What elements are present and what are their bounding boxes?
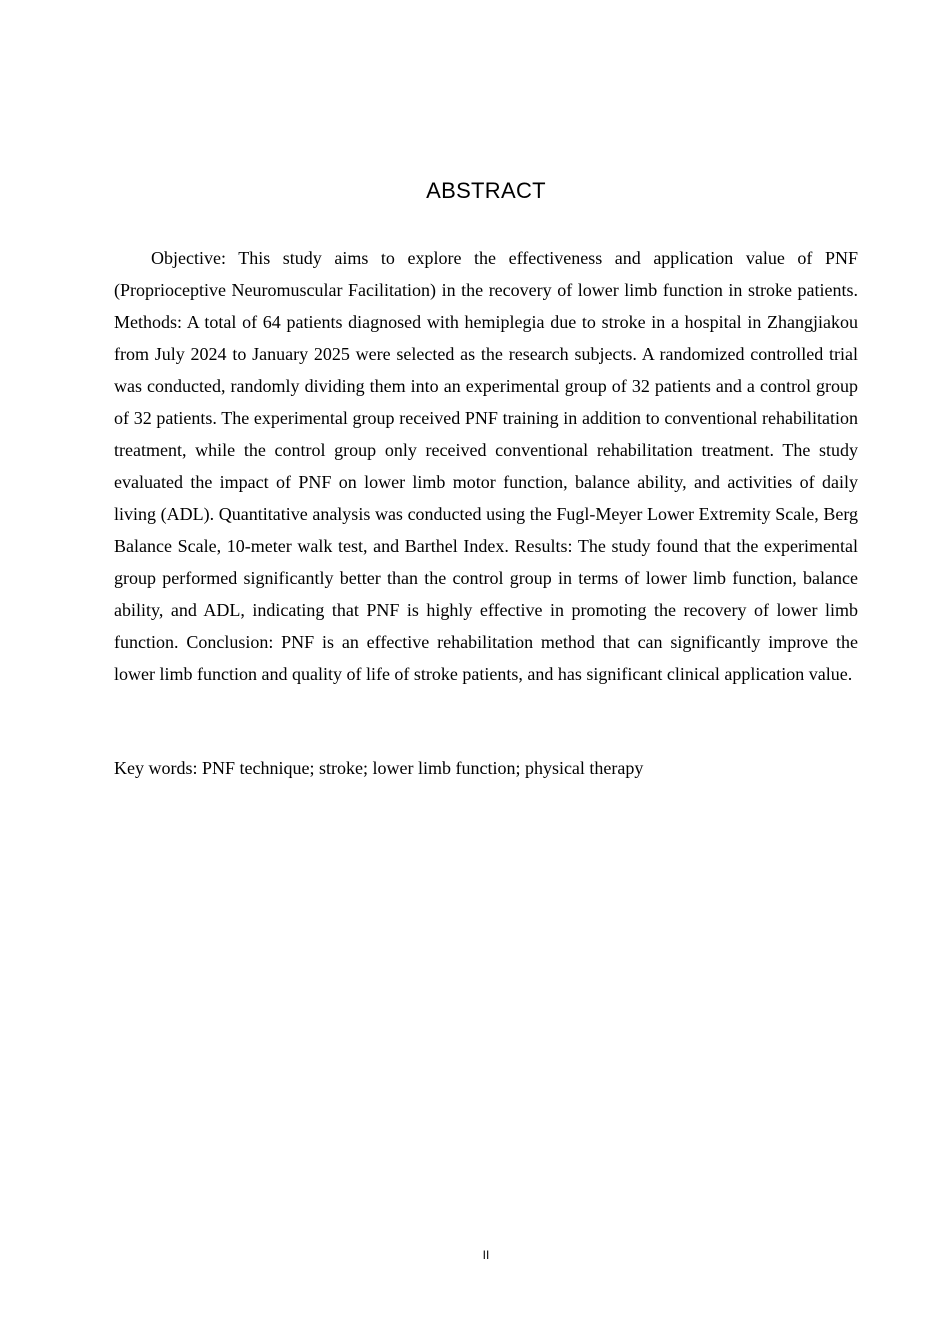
abstract-body: Objective: This study aims to explore the effectiveness and application value of PNF (Proprioceptive Neuromuscular Facilitation) in the recovery of lower limb function in stroke patients. Methods: A total of 64 patients diagnosed with hemiplegia due to stroke in a hospital in Zhangjiakou from July 2024 to January 2025 were selected as the research subjects. A randomized controlled trial was conducted, randomly dividing them into an experimental group of 32 patients and a control group of 32 patients. The experimental group received PNF training in addition to conventional rehabilitation treatment, while the control group only received conventional rehabilitation treatment. The study evaluated the impact of PNF on lower limb motor function, balance ability, and activities of daily living (ADL). Quantitative analysis was conducted using the Fugl-Meyer Lower Extremity Scale, Berg Balance Scale, 10-meter walk test, and Barthel Index. Results: The study found that the experimental group performed significantly better than the control group in terms of lower limb function, balance ability, and ADL, indicating that PNF is highly effective in promoting the recovery of lower limb function. Conclusion: PNF is an effective rehabilitation method that can significantly improve the lower limb function and quality of life of stroke patients, and has significant clinical application value. [114, 248, 858, 684]
page-number: II [482, 1248, 490, 1262]
keywords-line: Key words: PNF technique; stroke; lower limb function; physical therapy [114, 758, 644, 778]
abstract-title: ABSTRACT [426, 178, 546, 203]
